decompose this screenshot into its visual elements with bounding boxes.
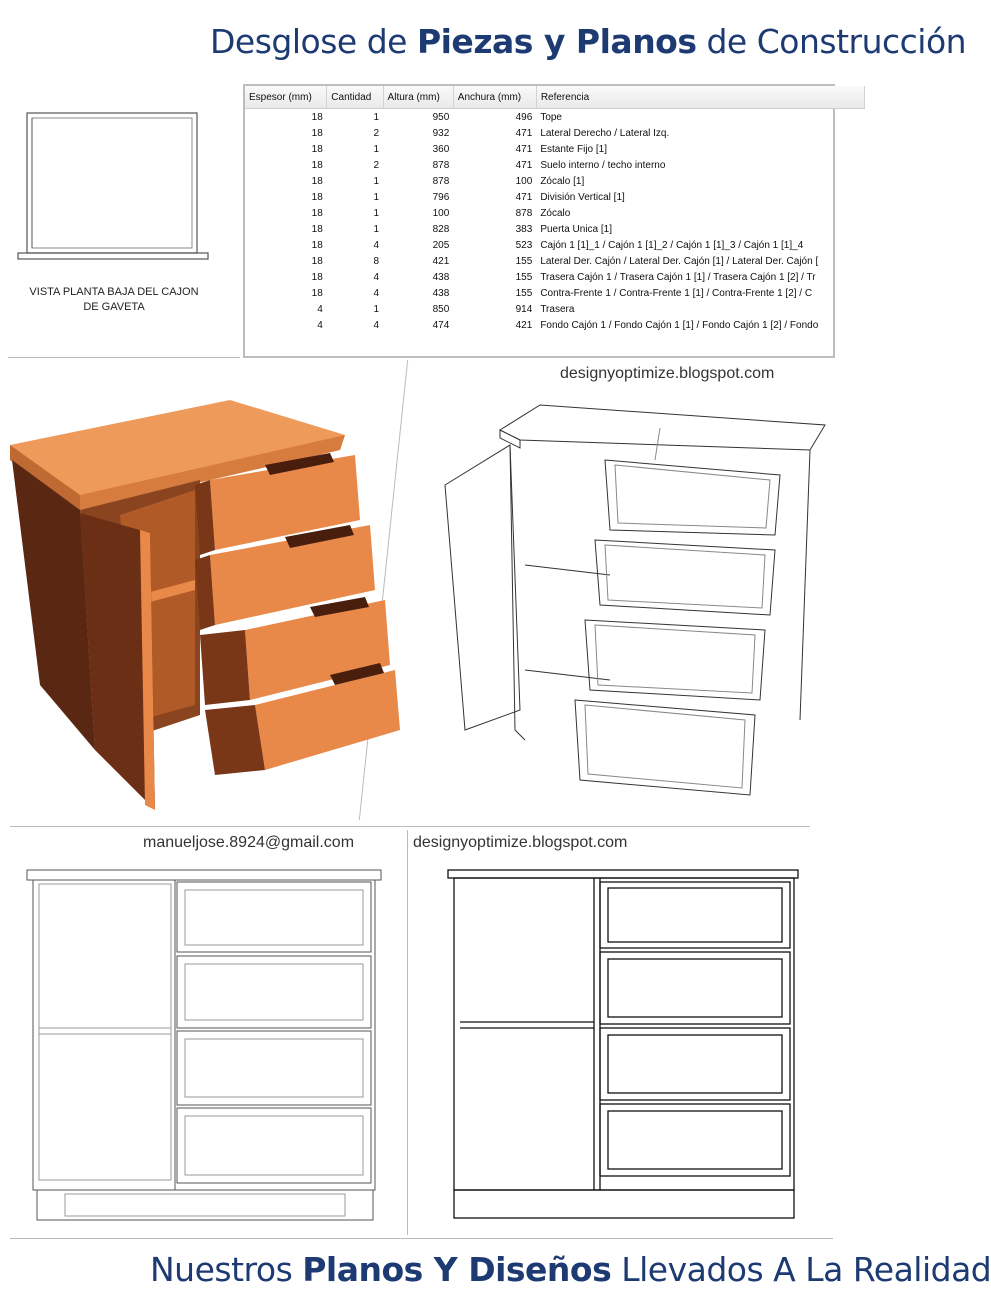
table-cell: 18 [311, 223, 323, 235]
table-row [245, 141, 865, 157]
divider [407, 830, 408, 1235]
table-cell: División Vertical [1] [540, 191, 625, 203]
table-cell: 18 [311, 111, 323, 123]
parts-table [245, 86, 865, 333]
table-row [245, 269, 865, 285]
table-cell: 4 [373, 287, 380, 299]
table-cell: 438 [432, 287, 450, 299]
table-cell: 4 [373, 271, 380, 283]
email-credit: manueljose.8924@gmail.com [143, 834, 355, 851]
table-cell: 100 [515, 175, 533, 187]
table-cell: 421 [432, 255, 450, 267]
table-cell: 1 [373, 223, 380, 235]
table-cell: 4 [373, 239, 380, 251]
table-cell: 496 [515, 111, 533, 123]
footer-slogan: Nuestros Planos Y Diseños Llevados A La Realidad [150, 1250, 991, 1289]
table-row [245, 301, 865, 317]
divider [8, 357, 240, 358]
table-cell: 914 [515, 303, 533, 315]
drawer-plan-view-drawing [14, 110, 214, 270]
table-cell: 1 [373, 175, 380, 187]
page-title: Desglose de Piezas y Planos de Construcción [210, 22, 967, 61]
cabinet-front-elevation-dark [446, 868, 801, 1223]
table-cell: 471 [515, 191, 533, 203]
table-cell: 18 [311, 143, 323, 155]
table-row [245, 125, 865, 141]
table-cell: Fondo Cajón 1 / Fondo Cajón 1 [1] / Fondo Cajón 1 [2] / Fondo [540, 319, 819, 331]
table-cell: 523 [515, 239, 533, 251]
table-cell: Tope [540, 111, 562, 123]
table-cell: 18 [311, 191, 323, 203]
table-cell: 1 [373, 191, 380, 203]
table-cell: 438 [432, 271, 450, 283]
table-cell: 1 [373, 143, 380, 155]
column-header: Anchura (mm) [453, 86, 536, 109]
table-cell: 471 [515, 159, 533, 171]
cabinet-front-elevation-light [25, 868, 385, 1223]
table-cell: 4 [317, 319, 323, 331]
table-row [245, 173, 865, 189]
table-cell: Cajón 1 [1]_1 / Cajón 1 [1]_2 / Cajón 1 [1]_3 / Cajón 1 [1]_4 [540, 239, 804, 251]
table-cell: 8 [373, 255, 380, 267]
table-cell: 383 [515, 223, 533, 235]
table-cell: 155 [515, 271, 533, 283]
table-cell: 932 [432, 127, 450, 139]
table-cell: Trasera [540, 303, 575, 315]
table-cell: 18 [311, 159, 323, 171]
table-cell: 18 [311, 239, 323, 251]
table-cell: 878 [432, 175, 450, 187]
table-cell: 18 [311, 271, 323, 283]
table-cell: 471 [515, 127, 533, 139]
table-cell: 1 [373, 303, 380, 315]
table-cell: Trasera Cajón 1 / Trasera Cajón 1 [1] / Trasera Cajón 1 [2] / Tr [540, 271, 816, 283]
table-cell: 471 [515, 143, 533, 155]
table-cell: Zócalo [1] [540, 175, 585, 187]
table-cell: Estante Fijo [1] [540, 143, 608, 155]
table-row [245, 205, 865, 221]
table-row [245, 237, 865, 253]
table-cell: 2 [373, 159, 380, 171]
table-cell: Suelo interno / techo interno [540, 159, 666, 171]
table-cell: 18 [311, 175, 323, 187]
table-row [245, 253, 865, 269]
table-cell: 850 [432, 303, 450, 315]
cabinet-3d-render [0, 385, 420, 815]
cabinet-wireframe-3d [430, 400, 830, 810]
table-cell: 205 [432, 239, 450, 251]
table-cell: Puerta Unica [1] [540, 223, 613, 235]
table-cell: 2 [373, 127, 380, 139]
table-cell: 421 [515, 319, 533, 331]
table-cell: 18 [311, 127, 323, 139]
blog-credit-bottom: designyoptimize.blogspot.com [413, 834, 628, 851]
table-cell: 18 [311, 207, 323, 219]
table-cell: 18 [311, 255, 323, 267]
column-header: Cantidad [327, 86, 383, 109]
table-header-row [245, 86, 865, 109]
table-row [245, 157, 865, 173]
table-cell: Contra-Frente 1 / Contra-Frente 1 [1] / Contra-Frente 1 [2] / C [540, 287, 813, 299]
table-row [245, 285, 865, 301]
table-cell: Lateral Derecho / Lateral Izq. [540, 127, 670, 139]
table-cell: Zócalo [540, 207, 571, 219]
divider [10, 1238, 833, 1239]
parts-table-panel [243, 84, 835, 358]
table-cell: 360 [432, 143, 450, 155]
table-cell: 1 [373, 111, 380, 123]
table-cell: 100 [432, 207, 450, 219]
table-cell: 950 [432, 111, 450, 123]
table-cell: 4 [317, 303, 323, 315]
table-cell: 155 [515, 255, 533, 267]
table-cell: Lateral Der. Cajón / Lateral Der. Cajón [1] / Lateral Der. Cajón [ [540, 255, 819, 267]
blog-credit-top: designyoptimize.blogspot.com [560, 365, 775, 382]
table-row [245, 317, 865, 333]
table-cell: 474 [432, 319, 450, 331]
divider [10, 826, 810, 827]
table-cell: 155 [515, 287, 533, 299]
plan-view-caption: VISTA PLANTA BAJA DEL CAJON DE GAVETA [29, 286, 199, 313]
table-cell: 878 [515, 207, 533, 219]
table-cell: 828 [432, 223, 450, 235]
table-cell: 1 [373, 207, 380, 219]
table-row [245, 221, 865, 237]
table-cell: 878 [432, 159, 450, 171]
table-cell: 18 [311, 287, 323, 299]
column-header: Altura (mm) [383, 86, 453, 109]
table-cell: 796 [432, 191, 450, 203]
column-header: Espesor (mm) [245, 86, 327, 109]
table-row [245, 109, 865, 126]
table-cell: 4 [373, 319, 380, 331]
column-header: Referencia [536, 86, 864, 109]
table-row [245, 189, 865, 205]
